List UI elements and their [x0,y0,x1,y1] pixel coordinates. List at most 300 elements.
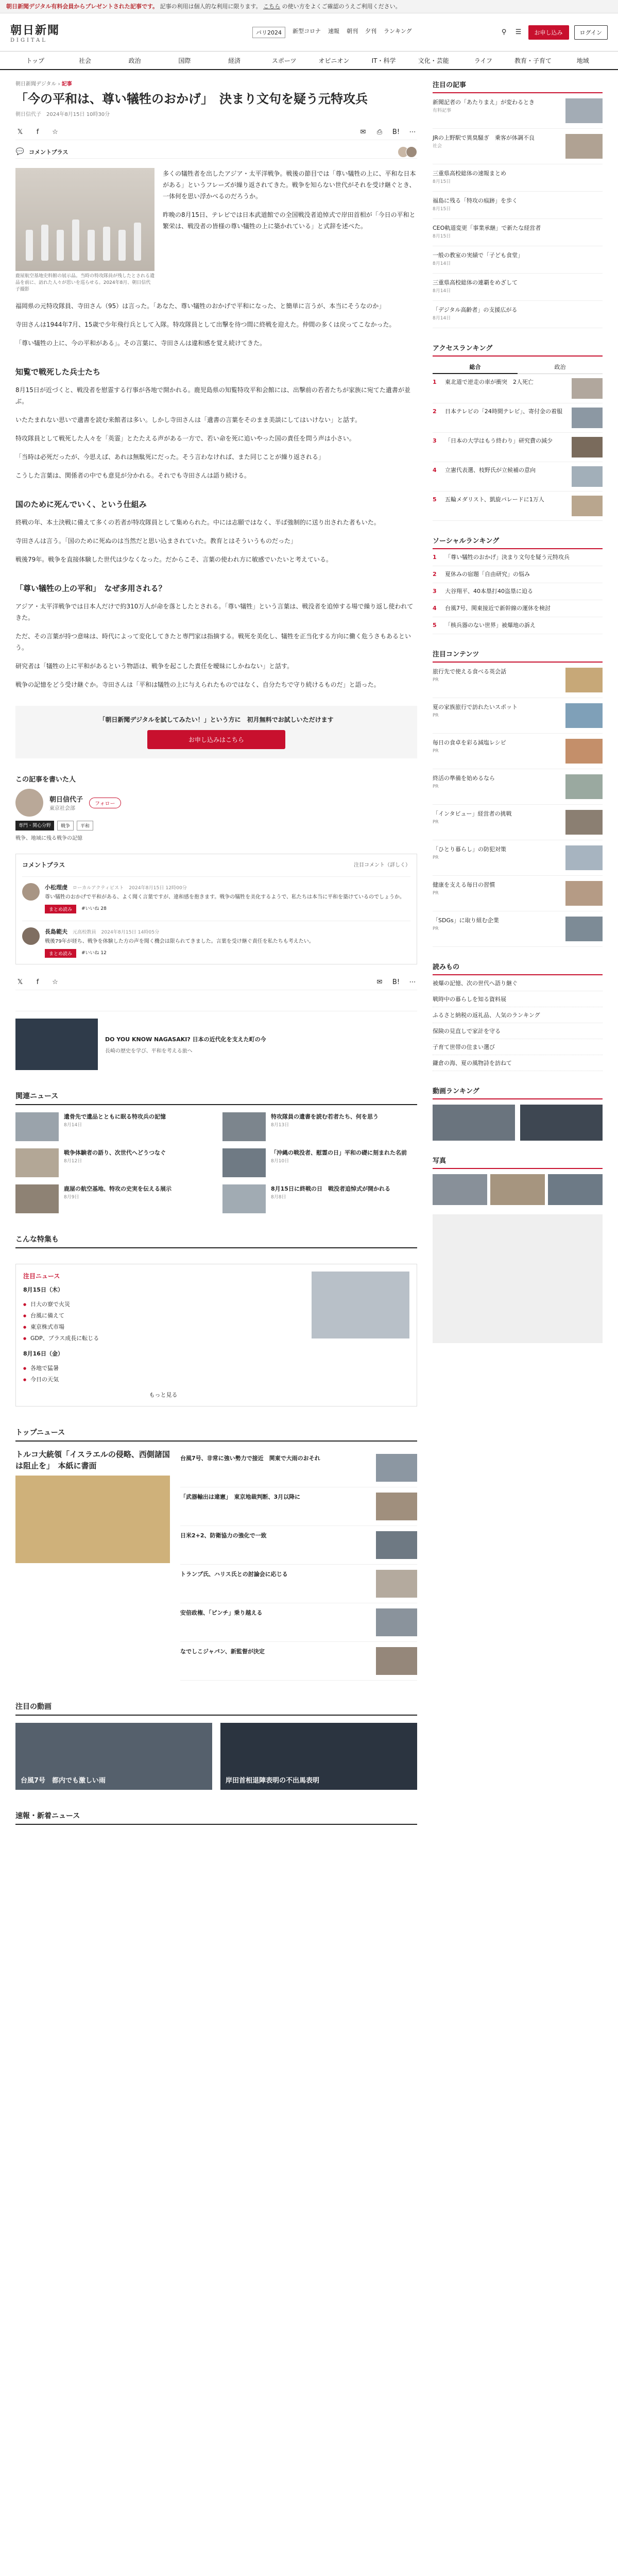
header-tools [500,25,608,40]
top-news-thumb [376,1647,417,1675]
sidebar-item-title: 「インタビュー」経営者の挑戦 [433,810,512,817]
ad-text: 長崎の歴史を学び、平和を考える旅へ [105,1048,193,1054]
trial-promo-text: 「朝日新聞デジタルを試してみたい！」という方に 初月無料でお試しいただけます [99,716,334,723]
article-paragraph: 昨晩の8月15日、テレビでは日本武道館での全国戦没者追悼式で岸田首相が「今日の平和と繁栄は、戦没者の皆様の尊い犠牲の上に築かれている」と式辞を述べた。 [163,211,416,230]
lead-block [15,168,417,293]
category-item[interactable]: 経済 [228,57,241,64]
lead-text [163,168,417,293]
lead-photo-caption: 鹿屋航空基地史料館の展示品。当時の特攻隊員が残したとされる遺品を前に、訪れた人々が思いを巡らせる。2024年8月、朝日信代子撮影 [15,274,155,292]
comment-box-header [22,860,410,869]
sidebar-thumb [565,703,603,728]
sidebar-item[interactable] [433,301,603,328]
bookmark-icon[interactable]: ☆ [52,128,58,136]
related-title: 8月15日に終戦の日 戦没者追悼式が開かれる [271,1185,390,1192]
category-item[interactable]: オピニオン [318,57,350,64]
sidebar-item[interactable] [433,698,603,734]
login-button[interactable]: ログイン [574,25,608,40]
ranking-item[interactable] [433,403,603,433]
sidebar-item-title: 三重県高校総体の速報まとめ [433,170,506,177]
related-thumb [15,1112,59,1141]
top-nav-item[interactable]: ランキング [384,27,412,35]
sidebar-heading [433,961,603,975]
author-row [15,789,417,817]
rank-title: 台風7号、関東接近で新幹線の運休を検討 [445,605,551,612]
top-news-title: 日米2+2、防衛協力の強化で一致 [180,1532,267,1539]
lead-photo[interactable] [15,168,154,293]
hatena-icon[interactable]: B! [392,128,400,136]
live-news-item[interactable]: ● GDP、プラス成長に転じる [23,1333,303,1344]
sidebar-item[interactable] [433,93,603,129]
related-thumb [222,1148,266,1177]
article-meta: 朝日信代子 2024年8月15日 10時30分 [15,112,110,117]
top-news-list [180,1449,417,1681]
reading-item[interactable]: 鎌倉の海、夏の風物詩を訪ねて [433,1055,603,1071]
sponsored-ad[interactable] [15,1011,417,1070]
sidebar-ad[interactable] [433,1214,603,1343]
comment-text: 戦後79年が経ち、戦争を体験した方の声を聞く機会は限られてきました。言葉を受け継ぐ責任を私たちも考えたい。 [45,939,314,944]
category-item[interactable]: 教育・子育て [514,57,552,64]
article-subheading: 国のために死んでいく、という仕組み [15,500,147,509]
rank-title: 日本テレビの「24時間テレビ」、寄付金の着服 [445,408,563,415]
sidebar-thumb [565,98,603,123]
live-news-item[interactable]: ● 東京株式市場 [23,1321,303,1333]
bookmark-icon[interactable]: ☆ [52,978,58,986]
trial-promo [15,706,417,758]
rank-thumb [572,408,603,428]
rank-number: 3 [433,588,437,595]
related-thumb [222,1112,266,1141]
sidebar-item[interactable] [433,246,603,274]
rank-number: 4 [433,605,437,612]
top-news-heading: トップニュース [15,1427,417,1442]
comment-like-button[interactable]: #いいね 28 [81,906,107,911]
share-bar [15,125,417,140]
live-news-item[interactable]: ● 台風に備えて [23,1310,303,1321]
live-news-image[interactable] [312,1272,409,1338]
feature-video[interactable]: 岸田首相退陣表明の不出馬表明 [220,1723,417,1790]
article-paragraph: 8月15日が近づくと、戦没者を慰霊する行事が各地で開かれる。鹿児島県の知覧特攻平和会館には、出撃前の若者たちが家族に宛てた遺書が並ぶ。 [15,386,410,405]
rank-title: 立憲代表選、枝野氏が立候補の意向 [445,467,536,473]
top-nav-item[interactable]: 新型コロナ [293,27,321,35]
article-paragraph: 戦後79年。戦争を直接体験した世代は少なくなった。だからこそ、言葉の使われ方に敏感でいたいと考えている。 [15,556,333,563]
sidebar-item-title: 「ひとり暮らし」の防犯対策 [433,846,506,853]
sidebar-item[interactable] [433,274,603,301]
category-item[interactable]: 文化・芸能 [418,57,449,64]
photo-thumb[interactable] [548,1174,603,1205]
article-paragraph: 特攻隊員として戦死した人々を「英霊」とたたえる声がある一方で、若い命を死に追いやった国の責任を問う声は小さい。 [15,435,355,442]
rank-number: 2 [433,408,437,415]
sidebar-item-meta: PR [433,855,439,860]
sidebar-heading-text: 注目コンテンツ [433,651,479,658]
sidebar-heading-text: 動画ランキング [433,1088,479,1095]
author-desc: 戦争、地域に残る戦争の記憶 [15,836,82,841]
article-main [15,70,417,1825]
top-news-title: 「武器輸出は違憲」 東京地裁判断、3月以降に [180,1494,301,1500]
top-nav-item[interactable]: 夕刊 [365,27,376,35]
sidebar-item-title: 終活の準備を始めるなら [433,775,495,782]
sidebar-item-meta: PR [433,926,439,931]
logo-main: 朝日新聞 [10,23,60,37]
sidebar-heading [433,79,603,93]
related-thumb [15,1148,59,1177]
category-item[interactable]: 地域 [576,57,589,64]
rank-number: 5 [433,496,437,503]
ranking-item[interactable] [433,433,603,462]
category-item[interactable]: 社会 [79,57,92,64]
article-subheading: 「尊い犠牲の上の平和」 なぜ多用される？ [15,584,166,593]
related-item[interactable] [222,1184,417,1213]
more-icon[interactable]: ⋯ [409,978,416,986]
sidebar-item-meta: 社会 [433,144,442,149]
related-item[interactable] [15,1148,210,1177]
sidebar-heading [433,649,603,663]
sidebar-thumb [565,810,603,835]
related-title: 戦争体験者の語り、次世代へどうつなぐ [64,1149,166,1156]
sidebar-item-title: JRの上野駅で異臭騒ぎ 乗客が体調不良 [433,134,535,141]
hatena-icon[interactable]: B! [392,978,400,986]
rank-thumb [572,437,603,457]
related-item[interactable] [222,1112,417,1141]
related-item[interactable] [15,1184,210,1213]
related-date: 8月10日 [271,1159,289,1164]
sidebar-video-ranking [433,1086,603,1141]
related-date: 8月9日 [64,1195,79,1200]
photo-thumb[interactable] [433,1174,487,1205]
readings-list [433,975,603,1071]
sidebar-attention [433,79,603,328]
live-news-list [23,1299,303,1344]
related-date: 8月14日 [64,1123,82,1128]
top-news-item[interactable] [180,1449,417,1487]
logo-sub: DIGITAL [10,37,47,43]
sidebar-item-meta: 8月14日 [433,261,451,266]
share-bar-right [358,128,417,137]
sidebar-thumb [565,134,603,159]
comment-box-title: コメントプラス [22,861,65,869]
rank-title: 「尊い犠牲のおかげ」決まり文句を疑う元特攻兵 [445,554,570,561]
article-paragraph: 「尊い犠牲の上に、今の平和がある」。その言葉に、寺田さんは違和感を覚え続けてきた。 [15,340,266,347]
top-news-thumb [376,1531,417,1559]
article-paragraph: いたたまれない思いで遺書を読む来館者は多い。しかし寺田さんは「遺書の言葉をそのまま美談にしてはいけない」と話す。 [15,416,362,423]
sidebar-item-title: CEO軌道変更「事業承継」で新たな経営者 [433,225,541,231]
reading-item[interactable]: 戦時中の暮らしを知る資料展 [433,991,603,1007]
related-thumb [222,1184,266,1213]
sidebar-item[interactable] [433,876,603,911]
rank-thumb [572,496,603,516]
rank-number: 1 [433,379,437,385]
author-role: 東京社会部 [49,806,75,811]
gift-notice-tail: の使い方をよくご確認のうえご利用ください。 [282,3,401,10]
author-tag: 専門・関心分野 [15,821,54,831]
video-thumb[interactable] [520,1105,603,1141]
related-date: 8月8日 [271,1195,286,1200]
category-item[interactable]: スポーツ [271,57,297,64]
photo-grid [433,1174,603,1205]
top-news-thumb [376,1493,417,1520]
article-paragraph: こうした言葉は、関係者の中でも意見が分かれる。それでも寺田さんは語り続ける。 [15,472,251,479]
top-nav-item[interactable]: パリ2024 [252,27,285,38]
live-news-item[interactable]: ● 日大の寮で火災 [23,1299,303,1310]
sidebar-item-meta: PR [433,784,439,789]
comment-item [22,876,410,913]
lead-photo-image [15,168,154,271]
reading-item[interactable]: ふるさと納税の返礼品、人気のランキング [433,1007,603,1023]
category-item[interactable]: 政治 [128,57,141,64]
ranking-item[interactable] [433,462,603,492]
related-date: 8月12日 [64,1159,82,1164]
sidebar-item-title: 旅行先で使える食べる英会話 [433,668,506,675]
category-item[interactable]: 国際 [178,57,191,64]
video-thumb[interactable] [433,1105,515,1141]
gift-notice-bar [0,0,618,13]
trial-signup-button[interactable]: お申し込みはこちら [147,730,285,749]
ranking-tab[interactable]: 政治 [518,361,603,374]
commenter-name-text: 長島範夫 [45,928,67,935]
category-item[interactable]: トップ [26,57,45,64]
sidebar-photos [433,1155,603,1205]
gift-notice-text: 記事の利用は個人的な利用に限ります。 [160,3,262,10]
comment-plus-label: コメントプラス [29,148,68,156]
related-title: 「沖縄の戦没者、慰霊の日」平和の礎に刻まれた名前 [271,1149,407,1156]
sidebar-heading-text: アクセスランキング [433,345,493,352]
article-paragraph: 寺田さんは1944年7月、15歳で少年飛行兵として入隊。特攻隊員として出撃を待つ間に終戦を迎えた。仲間の多くは戻ってこなかった。 [15,321,396,328]
sidebar-item-title: 夏の家族旅行で訪れたいスポット [433,704,518,710]
sidebar-item[interactable] [433,911,603,947]
ranking-item[interactable] [433,583,603,600]
rank-title: 東北道で逆走の車が衝突 2人死亡 [445,379,534,385]
sidebar-item-title: 福島に残る「特攻の痕跡」を歩く [433,197,518,204]
top-nav [252,27,412,38]
sidebar-item-meta: PR [433,677,439,683]
sidebar-item-title: 「SDGs」に取り組む企業 [433,917,499,924]
feature-video[interactable]: 台風7号 都内でも激しい雨 [15,1723,212,1790]
masthead [0,13,618,52]
commenter-name[interactable] [45,883,410,891]
commenter-avatar[interactable] [22,927,40,945]
more-icon[interactable]: ⋯ [409,128,416,136]
gift-notice-link[interactable]: こちら [263,3,281,10]
article-paragraph: 研究者は「犠牲の上に平和があるという物語は、戦争を起こした責任を曖昧にしかねない」と話す。 [15,663,294,670]
top-news-title: 台風7号、非常に強い勢力で接近 関東で大雨のおそれ [180,1455,320,1462]
author-avatar[interactable] [15,789,43,817]
sidebar-heading-text: ソーシャルランキング [433,537,500,545]
print-icon[interactable]: ⎙ [376,128,383,136]
logo[interactable] [10,22,82,43]
ranking-item[interactable] [433,600,603,617]
mail-icon[interactable]: ✉ [376,978,383,986]
comment-like-button[interactable]: #いいね 12 [81,951,107,956]
comment-summary-button[interactable]: まとめ読み [45,949,76,958]
share-bar-bottom [15,975,417,990]
related-item[interactable] [222,1148,417,1177]
reading-item[interactable]: 保険の見直しで家計を守る [433,1023,603,1039]
sidebar-item[interactable] [433,734,603,769]
rank-number: 3 [433,437,437,444]
related-title: 特攻隊員の遺書を読む若者たち、何を思う [271,1113,379,1120]
commenter-avatars [401,146,417,158]
author-heading: この記事を書いた人 [15,776,76,784]
sidebar-item[interactable] [433,805,603,840]
author-section [15,774,417,841]
ranking-tabs [433,361,603,374]
sidebar-item[interactable] [433,840,603,876]
subscribe-button[interactable]: お申し込み [528,25,569,40]
related-list [15,1112,417,1213]
article-paragraph: 戦争の記憶をどう受け継ぐか。寺田さんは「平和は犠牲の上に与えられたものではなく、自分たちで守り続けるものだ」と語った。 [15,681,380,688]
rank-number: 5 [433,622,437,629]
commenter-role: ローカルアクティビスト [72,885,124,891]
breadcrumb-home[interactable]: 朝日新聞デジタル [15,81,57,87]
sidebar-heading [433,343,603,357]
rank-title: 五輪メダリスト、凱旋パレードに1万人 [445,496,544,503]
live-news [15,1264,417,1406]
sidebar-item[interactable] [433,219,603,246]
article-paragraph: 「当時は必死だったが、今思えば、あれは無駄死にだった。そう言わなければ、また同じことが繰り返される」 [15,453,325,461]
top-news-thumb [376,1570,417,1598]
top-news-item[interactable] [180,1642,417,1681]
search-icon[interactable]: ⚲ [501,28,507,36]
facebook-share-icon[interactable]: f [36,978,39,986]
ranking-item[interactable] [433,374,603,403]
follow-button[interactable]: フォロー [89,798,121,808]
author-tag[interactable]: 平和 [77,821,93,831]
top-news-item[interactable] [180,1526,417,1565]
ranking-item[interactable] [433,549,603,566]
sidebar-item-title: 「デジタル高齢者」の支援広がる [433,307,518,313]
commenter-name-text: 小松理虔 [45,884,67,891]
comment-item [22,921,410,958]
category-item[interactable]: IT・科学 [371,57,396,64]
article-paragraph: 多くの犠牲者を出したアジア・太平洋戦争。戦後の節目では「尊い犠牲の上に、平和な日本がある」というフレーズが繰り返されてきた。戦争を知らない世代がそれを受け継ぐとき、一体何を思い浮かべるのだろうか。 [163,170,416,200]
sidebar-item[interactable] [433,663,603,698]
video-grid [433,1105,603,1141]
related-heading: 関連ニュース [15,1091,417,1105]
comment-more-link[interactable]: 注目コメント（詳しく） [354,862,410,868]
feature-videos [15,1723,417,1790]
sidebar-access-ranking [433,343,603,521]
latest-news-heading: 速報・新着ニュース [15,1810,417,1825]
article-headline: 「今の平和は、尊い犠牲のおかげ」 決まり文句を疑う元特攻兵 [15,91,368,106]
sidebar [433,70,603,1825]
top-news-thumb [376,1608,417,1636]
sidebar-contents [433,649,603,947]
breadcrumb: 朝日新聞デジタル › 記事 [15,81,72,87]
live-news-date: 8月15日（木） [23,1286,63,1293]
reading-item[interactable]: 子育て世帯の住まい選び [433,1039,603,1055]
facebook-share-icon[interactable]: f [36,128,39,136]
sidebar-heading [433,1086,603,1099]
sidebar-item-meta: 8月15日 [433,207,451,212]
sidebar-item-meta: PR [433,820,439,825]
menu-icon[interactable]: ☰ [515,28,522,36]
sidebar-thumb [565,881,603,906]
author-tag[interactable]: 戦争 [57,821,74,831]
ranking-tab[interactable]: 総合 [433,361,518,374]
related-thumb [15,1184,59,1213]
top-news-title: なでしこジャパン、新監督が決定 [180,1648,265,1655]
related-date: 8月13日 [271,1123,289,1128]
live-news-item[interactable]: ● 各地で猛暑 [23,1363,303,1374]
rank-title: 大谷翔平、40本塁打40盗塁に迫る [445,588,533,595]
x-share-icon[interactable]: 𝕏 [17,128,23,136]
article-paragraph: 寺田さんは言う。「国のために死ぬのは当然だと思い込まされていた。教育とはそういうものだった」 [15,537,297,545]
article-paragraph: ただ、その言葉が持つ意味は、時代によって変化してきたと専門家は指摘する。戦死を美化し、犠牲を正当化する方向に働く危うさもあるという。 [15,633,411,651]
mail-icon[interactable]: ✉ [360,128,366,136]
author-tags [15,821,417,831]
comment-date: 2024年8月15日 14時05分 [101,929,160,935]
top-nav-item[interactable]: 速報 [328,27,339,35]
sidebar-item-meta: PR [433,891,439,896]
top-news-item[interactable] [180,1603,417,1642]
photo-thumb[interactable] [490,1174,545,1205]
related-title: 鹿屋の航空基地、特攻の史実を伝える展示 [64,1185,171,1192]
related-title: 遺骨先で遺品とともに眠る特攻兵の記憶 [64,1113,166,1120]
breadcrumb-tag[interactable]: 記事 [61,81,72,87]
sidebar-heading [433,535,603,549]
top-news-lead-title: トルコ大統領「イスラエルの侵略、西側諸国は阻止を」 本紙に書面 [15,1450,170,1470]
sidebar-heading-text: 注目の記事 [433,81,467,89]
sidebar-item-title: 一般の教室の実績で「子ども食堂」 [433,252,523,259]
top-news-thumb [376,1454,417,1482]
rank-title: 「核兵器のない世界」被爆地の訴え [445,622,536,629]
rank-title: 「日本の大学はもう終わり」研究費の減少 [445,437,553,444]
top-news-lead[interactable] [15,1449,170,1681]
sidebar-item[interactable] [433,129,603,164]
sidebar-item-meta: 8月15日 [433,179,451,184]
ad-image [15,1019,98,1070]
sidebar-item[interactable] [433,769,603,805]
avatar [406,146,417,158]
top-news-item[interactable] [180,1565,417,1603]
commenter-name[interactable] [45,927,410,936]
sidebar-heading [433,1155,603,1169]
content-wrap [0,70,618,1825]
ad-title: DO YOU KNOW NAGASAKI? 日本の近代化を支えた町の今 [105,1036,266,1043]
top-news-lead-image [15,1476,170,1563]
comment-summary-button[interactable]: まとめ読み [45,905,76,913]
live-more-link[interactable]: もっと見る [149,1392,178,1398]
sidebar-readings [433,961,603,1071]
live-news-item[interactable]: ● 今日の天気 [23,1374,303,1385]
commenter-avatar[interactable] [22,883,40,901]
ranking-item[interactable] [433,492,603,521]
top-nav-item[interactable]: 朝刊 [347,27,358,35]
reading-item[interactable]: 被爆の記憶、次の世代へ語り継ぐ [433,975,603,991]
sidebar-item[interactable] [433,192,603,219]
x-share-icon[interactable]: 𝕏 [17,978,23,986]
special-heading: こんな特集も [15,1234,417,1248]
sidebar-item-meta: PR [433,713,439,718]
commenter-role: 元高校教員 [72,929,96,935]
sidebar-item[interactable] [433,164,603,192]
top-news-item[interactable] [180,1487,417,1526]
comment-plus-bar[interactable] [15,145,417,159]
ranking-item[interactable] [433,566,603,583]
author-name[interactable]: 朝日信代子 [49,796,83,804]
sidebar-thumb [565,774,603,799]
ranking-item[interactable] [433,617,603,634]
article-paragraph: 終戦の年、本土決戦に備えて多くの若者が特攻隊員として集められた。中には志願ではなく、半ば強制的に送り出された者もいた。 [15,519,380,526]
comment-date: 2024年8月15日 12時00分 [129,885,187,891]
comment-actions [45,949,410,958]
category-item[interactable]: ライフ [474,57,493,64]
related-item[interactable] [15,1112,210,1141]
rank-number: 1 [433,554,437,561]
sidebar-item-meta: 8月14日 [433,316,451,321]
comment-box [15,854,417,964]
sidebar-item-meta: PR [433,749,439,754]
sidebar-item-title: 健康を支える毎日の習慣 [433,882,495,888]
